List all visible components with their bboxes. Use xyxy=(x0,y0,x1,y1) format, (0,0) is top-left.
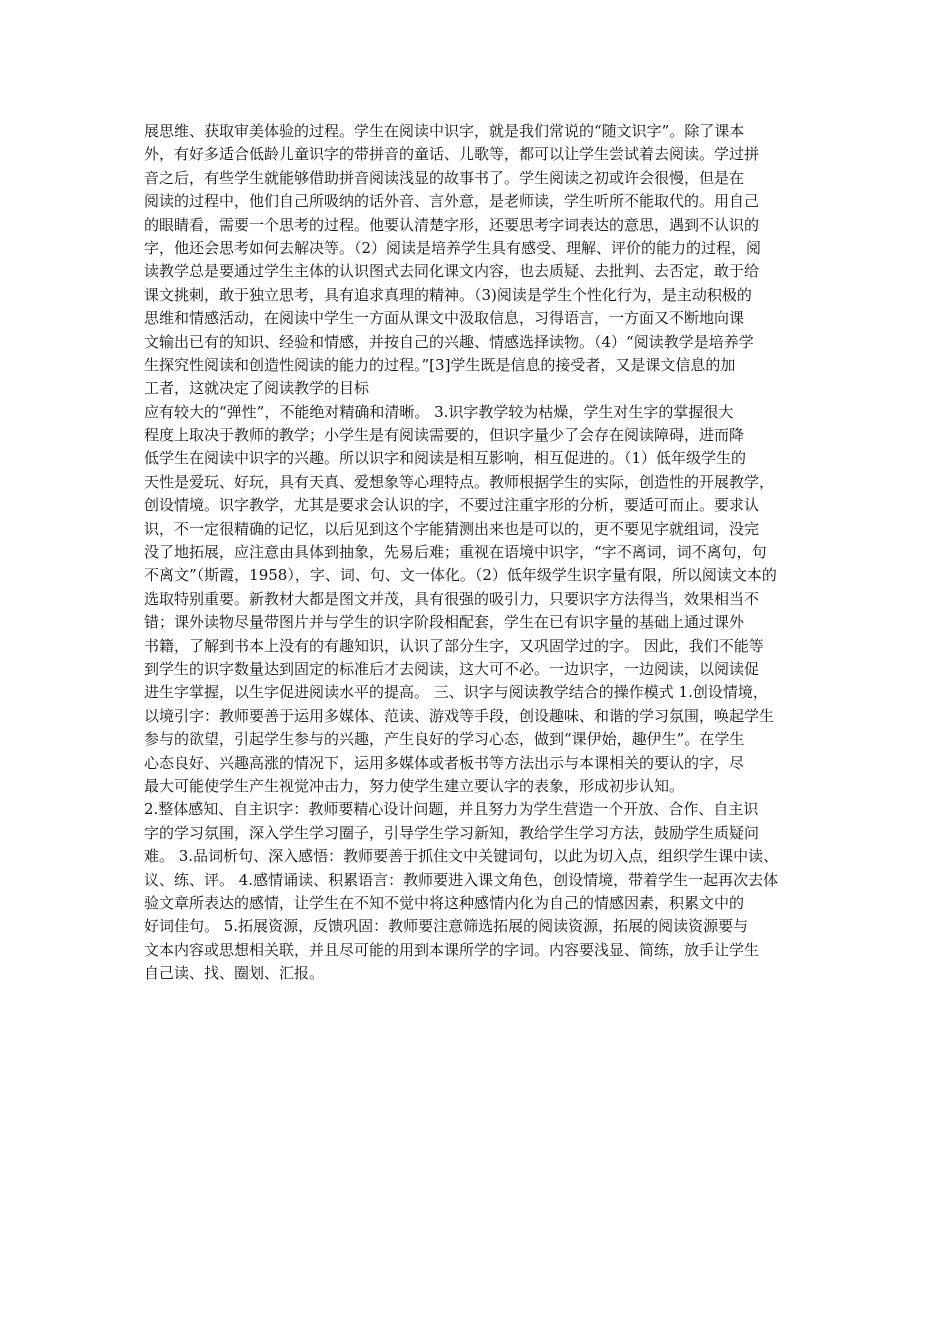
text-line: 没了地拓展，应注意由具体到抽象，先易后难；重视在语境中识字，“字不离词，词不离句，句 xyxy=(144,543,767,562)
text-line: 读教学总是要通过学生主体的认识图式去同化课文内容，也去质疑、去批判、去否定，敢于给 xyxy=(144,262,760,281)
text-line: 到学生的识字数量达到固定的标准后才去阅读，这大可不必。一边识字，一边阅读，以阅读促 xyxy=(144,659,760,678)
text-line: 议、练、评。 4.感情诵读、积累语言：教师要进入课文角色，创设情境，带着学生一起再次去体 xyxy=(144,870,779,889)
text-line: 生探究性阅读和创造性阅读的能力的过程。”[3]学生既是信息的接受者，又是课文信息的加 xyxy=(144,355,736,374)
text-line: 心态良好、兴趣高涨的情况下，运用多媒体或者板书等方法出示与本课相关的要认的字，尽 xyxy=(144,753,745,772)
text-line: 字，他还会思考如何去解决等。（2）阅读是培养学生具有感受、理解、评价的能力的过程，阅 xyxy=(144,238,762,257)
text-line: 程度上取决于教师的教学；小学生是有阅读需要的，但识字量少了会存在阅读障碍，进而降 xyxy=(144,426,745,445)
text-line: 音之后，有些学生就能够借助拼音阅读浅显的故事书了。学生阅读之初或许会很慢，但是在 xyxy=(144,168,745,187)
text-line: 好词佳句。 5.拓展资源，反馈巩固：教师要注意筛选拓展的阅读资源，拓展的阅读资源要与 xyxy=(144,917,749,936)
text-line: 进生字掌握，以生字促进阅读水平的提高。 三、识字与阅读教学结合的操作模式 1.创设情境， xyxy=(144,683,768,702)
text-line: 参与的欲望，引起学生参与的兴趣，产生良好的学习心态，做到“课伊始，趣伊生”。在学生 xyxy=(144,730,745,749)
text-line: 文本内容或思想相关联，并且尽可能的用到本课所学的字词。内容要浅显、简练，放手让学生 xyxy=(144,940,760,959)
body-text xyxy=(144,120,814,985)
text-line: 阅读的过程中，他们自己所吸纳的话外音、言外意，是老师读，学生听所不能取代的。用自己 xyxy=(144,192,760,211)
text-line: 错；课外读物尽量带图片并与学生的识字阶段相配套，学生在已有识字量的基础上通过课外 xyxy=(144,613,745,632)
text-line: 最大可能使学生产生视觉冲击力，努力使学生建立要认字的表象，形成初步认知。 xyxy=(144,776,685,795)
text-line: 2.整体感知、自主识字：教师要精心设计问题，并且努力为学生营造一个开放、合作、自主识 xyxy=(144,800,759,819)
text-line: 的眼睛看，需要一个思考的过程。他要认清楚字形，还要思考字词表达的意思，遇到不认识的 xyxy=(144,215,760,234)
text-line: 天性是爱玩、好玩，具有天真、爱想象等心理特点。教师根据学生的实际，创造性的开展教学， xyxy=(144,472,775,491)
text-line: 思维和情感活动，在阅读中学生一方面从课文中汲取信息，习得语言，一方面又不断地向课 xyxy=(144,309,745,328)
text-line: 工者，这就决定了阅读教学的目标 xyxy=(144,379,370,398)
text-line: 文输出已有的知识、经验和情感，并按自己的兴趣、情感选择读物。（4）“阅读教学是培养学 xyxy=(144,332,754,351)
text-line: 自己读、找、圈划、汇报。 xyxy=(144,964,325,983)
text-line: 识，不一定很精确的记忆，以后见到这个字能猜测出来也是可以的，更不要见字就组词，没完 xyxy=(144,519,760,538)
text-line: 创设情境。识字教学，尤其是要求会认识的字，不要过注重字形的分析，要适可而止。要求认 xyxy=(144,496,760,515)
text-line: 验文章所表达的感情，让学生在不知不觉中将这种感情内化为自己的情感因素，积累文中的 xyxy=(144,893,745,912)
text-line: 应有较大的“弹性”，不能绝对精确和清晰。 3.识字教学较为枯燥，学生对生字的掌握很大 xyxy=(144,402,734,421)
text-line: 以境引字：教师要善于运用多媒体、范读、游戏等手段，创设趣味、和谐的学习氛围，唤起学生 xyxy=(144,706,775,725)
text-line: 选取特别重要。新教材大都是图文并茂，具有很强的吸引力，只要识字方法得当，效果相当不 xyxy=(144,589,760,608)
text-line: 难。 3.品词析句、深入感悟：教师要善于抓住文中关键词句，以此为切入点，组织学生课中读、 xyxy=(144,847,779,866)
text-line: 书籍，了解到书本上没有的有趣知识，认识了部分生字，又巩固学过的字。 因此，我们不能等 xyxy=(144,636,764,655)
text-line: 外，有好多适合低龄儿童识字的带拼音的童话、儿歌等，都可以让学生尝试着去阅读。学过拼 xyxy=(144,145,760,164)
text-line: 课文挑刺，敢于独立思考，具有追求真理的精神。（3)阅读是学生个性化行为，是主动积极的 xyxy=(144,285,752,304)
text-line: 低学生在阅读中识字的兴趣。所以识字和阅读是相互影响，相互促进的。（1）低年级学生的 xyxy=(144,449,747,468)
text-line: 不离文”（斯霞，1958），字、词、句、文一体化。（2）低年级学生识字量有限，所以阅读文本的 xyxy=(144,566,777,585)
text-line: 字的学习氛围，深入学生学习圈子，引导学生学习新知，教给学生学习方法，鼓励学生质疑问 xyxy=(144,823,760,842)
text-line: 展思维、获取审美体验的过程。学生在阅读中识字，就是我们常说的“随文识字”。除了课本 xyxy=(144,122,745,140)
